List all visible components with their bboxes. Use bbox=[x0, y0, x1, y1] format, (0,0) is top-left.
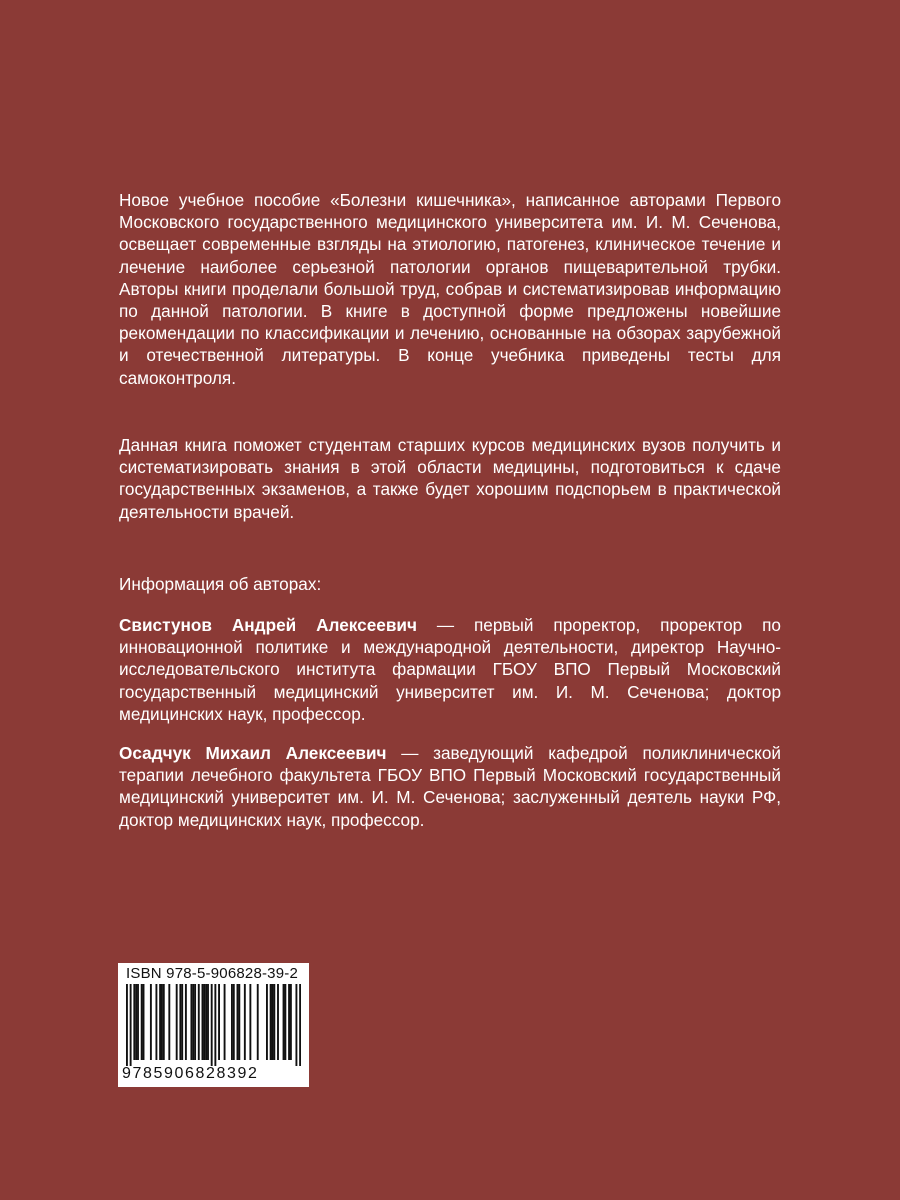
barcode-bar bbox=[203, 984, 205, 1060]
author-description-2: — заведующий кафедрой поликлинической терапии лечебного факультета ГБОУ ВПО Первый Московский государственный медицинский университет им. И. М. Сеченова; заслуженный деятель науки РФ, доктор медицинских наук, профессор. bbox=[119, 743, 781, 830]
description-text-1: Новое учебное пособие «Болезни кишечника», написанное авторами Первого Московского государственного медицинского университета им. И. М. Сеченова, освещает современные взгляды на этиологию, патогенез, клиническое течение и лечение наиболее серьезной патологии органов пищеварительной трубки. Авторы книги проделали большой труд, собрав и систематизировав информацию по данной патологии. В книге в доступной форме предложены новейшие рекомендации по классификации и лечению, основанные на обзорах зарубежной и отечественной литературы. В конце учебника приведены тесты для самоконтроля. bbox=[119, 190, 781, 388]
barcode-bar bbox=[284, 984, 286, 1060]
authors-heading-text: Информация об авторах: bbox=[119, 574, 322, 594]
barcode-bar bbox=[198, 984, 200, 1060]
barcode-bars bbox=[126, 984, 301, 1066]
barcode-bar bbox=[159, 984, 161, 1060]
barcode-bar bbox=[233, 984, 235, 1060]
barcode-bar bbox=[133, 984, 135, 1060]
author-name-1: Свистунов Андрей Алексеевич bbox=[119, 615, 417, 635]
isbn-barcode bbox=[118, 963, 309, 1087]
barcode-bar bbox=[224, 984, 226, 1060]
description-paragraph-2 bbox=[119, 434, 781, 523]
barcode-bar bbox=[137, 984, 139, 1060]
barcode-bar bbox=[273, 984, 275, 1060]
barcode-bar bbox=[135, 984, 137, 1060]
description-text-2: Данная книга поможет студентам старших курсов медицинских вузов получить и систематизировать знания в этой области медицины, подготовиться к сдаче государственных экзаменов, а также будет хорошим подспорьем в практической деятельности врачей. bbox=[119, 435, 781, 522]
barcode-bar bbox=[185, 984, 187, 1060]
description-paragraph-1 bbox=[119, 189, 781, 389]
barcode-bar bbox=[277, 984, 279, 1060]
barcode-bar bbox=[249, 984, 251, 1060]
barcode-bar bbox=[163, 984, 165, 1060]
isbn-label: ISBN 978-5-906828-39-2 bbox=[126, 965, 299, 982]
barcode-bar bbox=[272, 984, 274, 1060]
barcode-bar bbox=[257, 984, 259, 1060]
barcode-bar bbox=[205, 984, 207, 1060]
barcode-bar bbox=[299, 984, 301, 1066]
barcode-bar bbox=[141, 984, 143, 1060]
barcode-bar bbox=[214, 984, 216, 1066]
barcode-bar bbox=[218, 984, 220, 1060]
barcode-bar bbox=[155, 984, 157, 1060]
barcode-bar bbox=[143, 984, 145, 1060]
barcode-digits: 9785906828392 bbox=[122, 1065, 259, 1082]
barcode-bar bbox=[231, 984, 233, 1060]
barcode-bar bbox=[130, 984, 132, 1066]
barcode-bar bbox=[161, 984, 163, 1060]
barcode-bar bbox=[192, 984, 194, 1060]
barcode-bar bbox=[168, 984, 170, 1060]
barcode-bar bbox=[244, 984, 246, 1060]
barcode-bar bbox=[202, 984, 204, 1060]
barcode-bar bbox=[288, 984, 290, 1060]
barcode-bar bbox=[207, 984, 209, 1060]
barcode-bar bbox=[290, 984, 292, 1060]
author-description-1: — первый проректор, проректор по инновационной политике и международной деятельности, директор Научно-исследовательского института фармации ГБОУ ВПО Первый Московский государственный медицинский университет им. И. М. Сеченова; доктор медицинских наук, профессор. bbox=[119, 615, 781, 724]
author-name-2: Осадчук Михаил Алексеевич bbox=[119, 743, 387, 763]
barcode-bar bbox=[150, 984, 152, 1060]
barcode-bar bbox=[266, 984, 268, 1060]
barcode-bar bbox=[190, 984, 192, 1060]
barcode-bar bbox=[237, 984, 239, 1060]
author-entry-1 bbox=[119, 614, 781, 725]
barcode-bar bbox=[179, 984, 181, 1060]
barcode-bar bbox=[270, 984, 272, 1060]
author-entry-2 bbox=[119, 742, 781, 831]
barcode-bar bbox=[295, 984, 297, 1066]
barcode-bar bbox=[211, 984, 213, 1066]
barcode-bar bbox=[238, 984, 240, 1060]
barcode-bar bbox=[126, 984, 128, 1066]
barcode-bar bbox=[194, 984, 196, 1060]
barcode-bar bbox=[283, 984, 285, 1060]
barcode-bar bbox=[176, 984, 178, 1060]
barcode-bar bbox=[181, 984, 183, 1060]
authors-heading bbox=[119, 573, 781, 595]
